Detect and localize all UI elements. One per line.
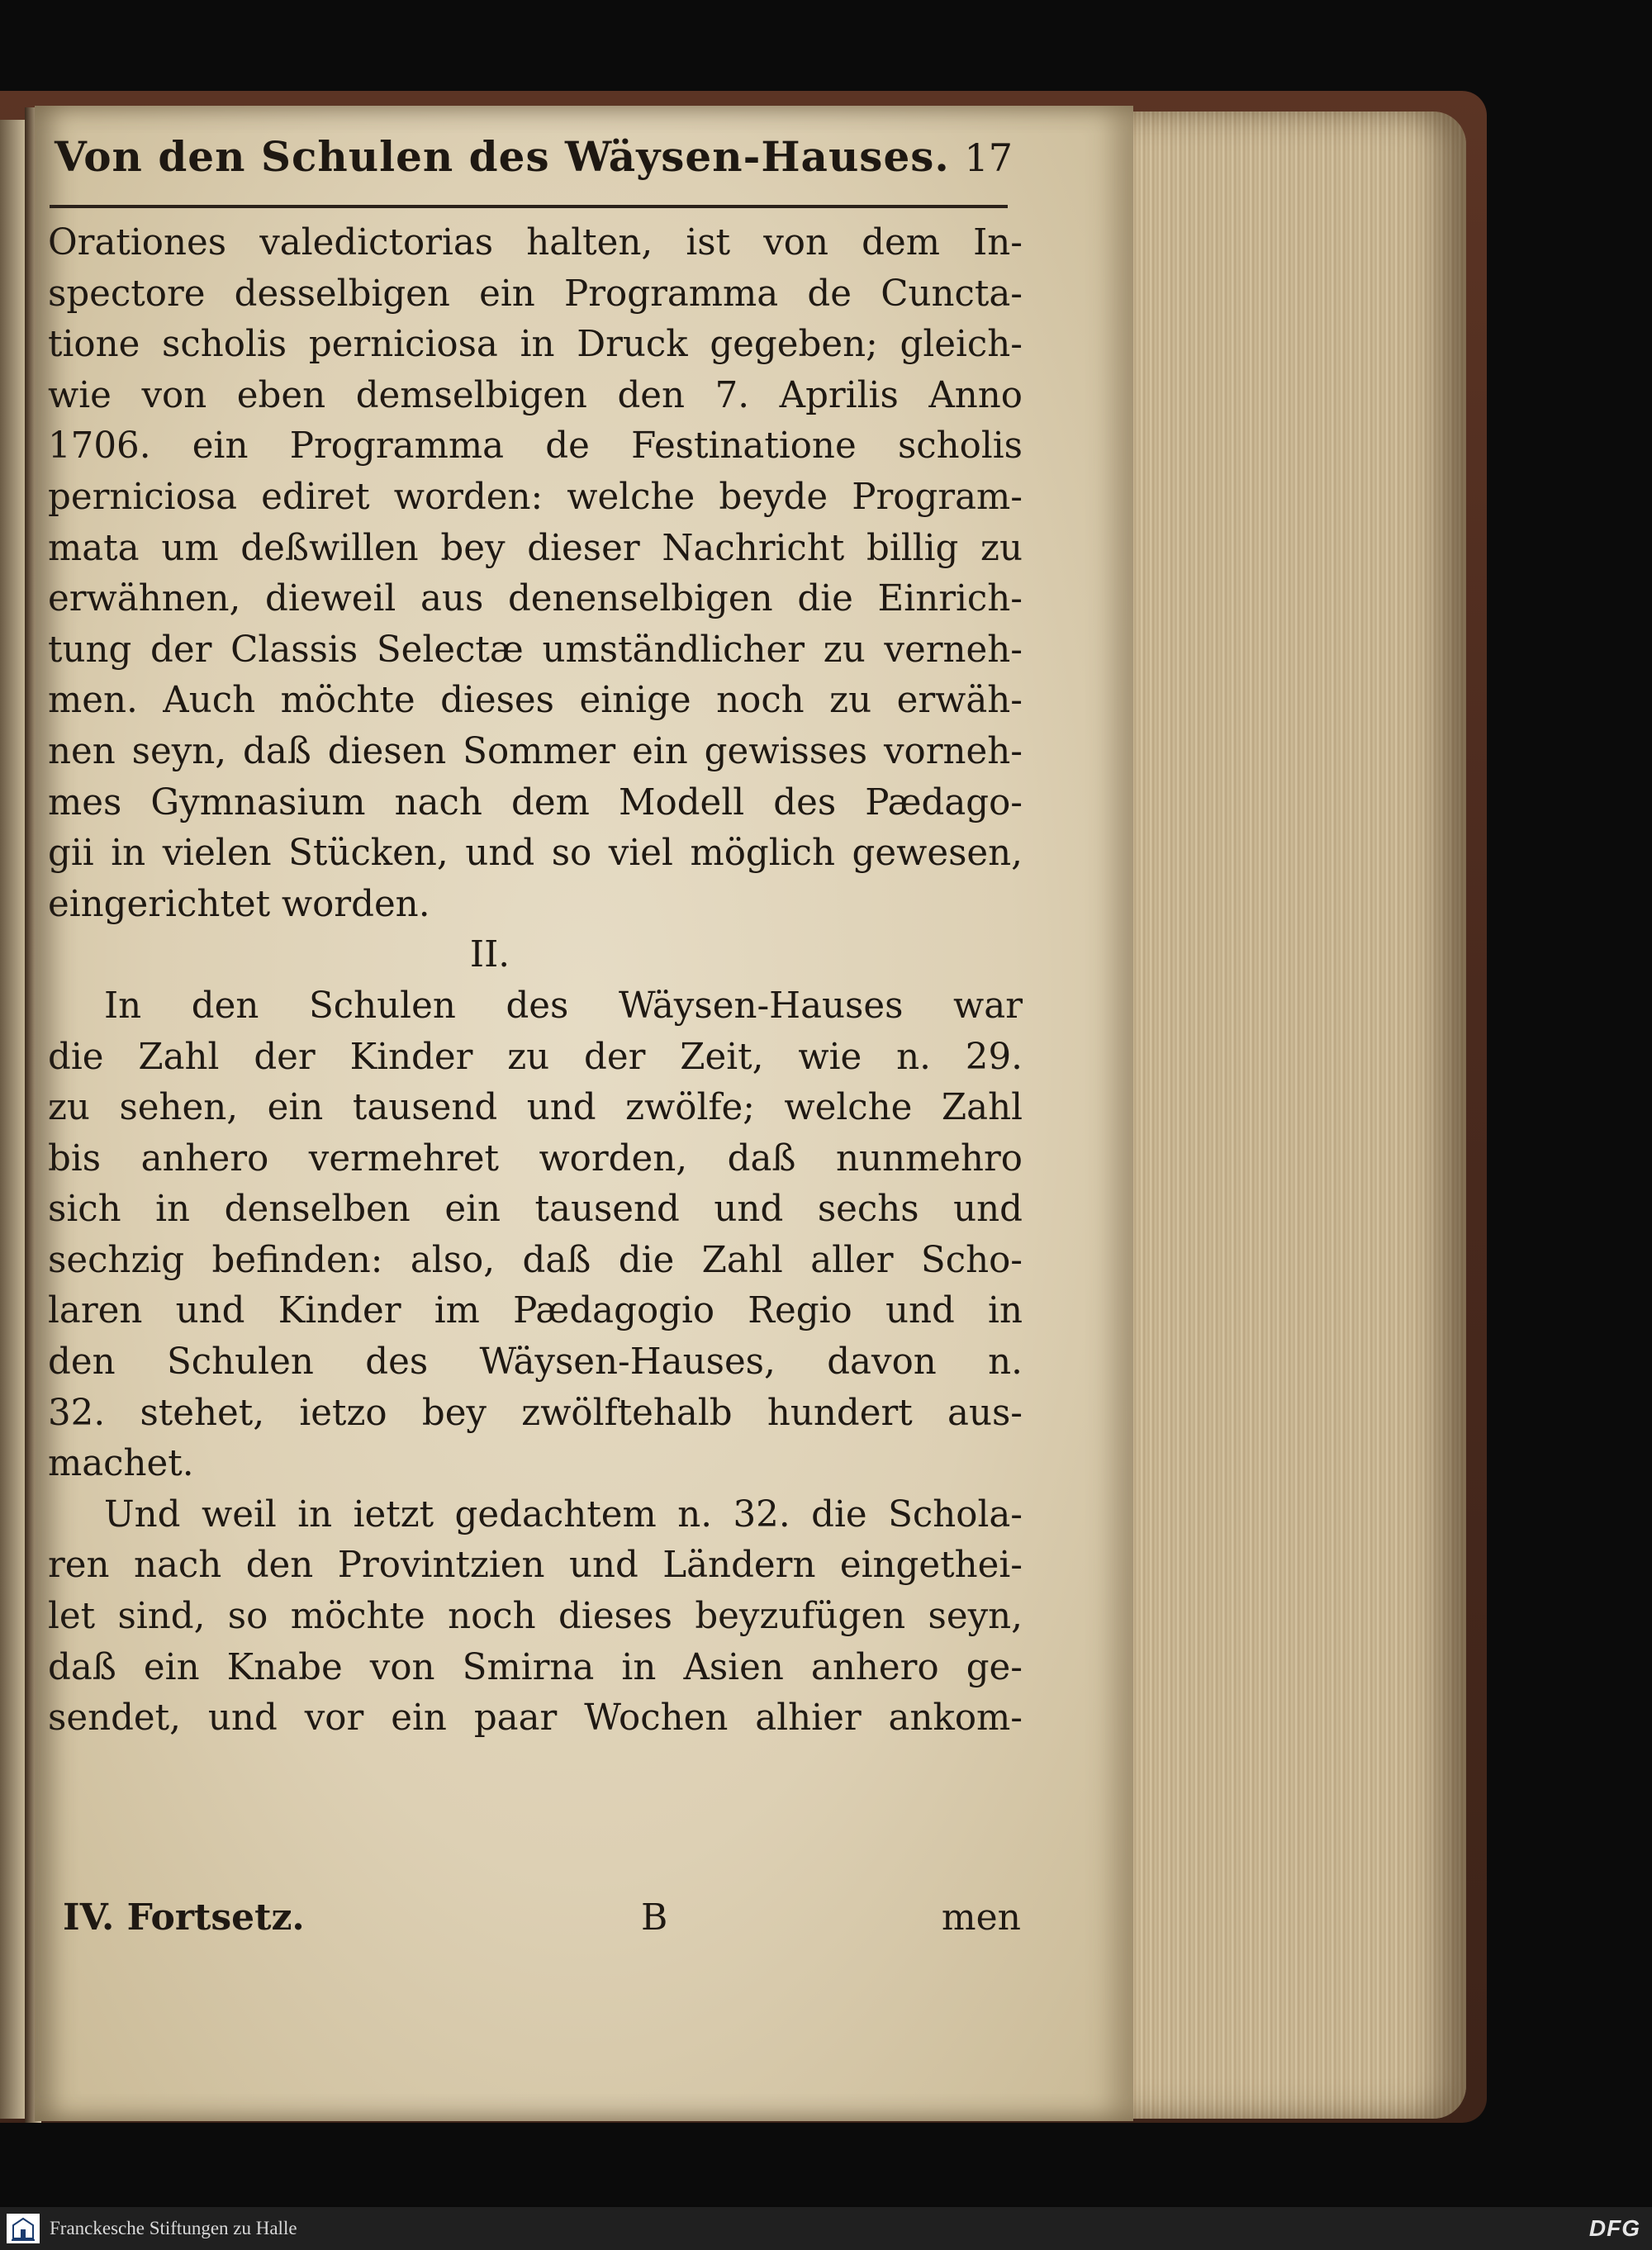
- text-line: Und weil in ietzt gedachtem n. 32. die Schola-: [104, 1493, 1023, 1536]
- text-line: eingerichtet worden.: [48, 883, 430, 925]
- institution-logo-icon: [7, 2214, 40, 2243]
- catchword: men: [941, 1896, 1021, 1939]
- page-number: 17: [964, 135, 1013, 180]
- text-line: 32. stehet, ietzo bey zwölftehalb hundert aus-: [48, 1392, 1023, 1434]
- text-line: 1706. ein Programma de Festinatione scholis: [48, 425, 1023, 468]
- page-footer: [63, 1896, 1021, 1954]
- text-line: daß ein Knabe von Smirna in Asien anhero ge-: [48, 1646, 1023, 1688]
- text-line: wie von eben demselbigen den 7. Aprilis Anno: [48, 374, 1023, 416]
- text-line: erwähnen, dieweil aus denenselbigen die Einrich-: [48, 578, 1023, 620]
- text-line: ren nach den Provintzien und Ländern eingethei-: [48, 1545, 1023, 1587]
- text-line: sechzig befinden: also, daß die Zahl aller Scho-: [48, 1239, 1023, 1281]
- page-fore-edge: [1119, 112, 1466, 2119]
- text-line: machet.: [48, 1443, 194, 1485]
- left-page-edge: [0, 120, 28, 2119]
- text-line: perniciosa ediret worden: welche beyde Program-: [48, 476, 1023, 518]
- text-line: men. Auch möchte dieses einige noch zu erwäh-: [48, 680, 1023, 722]
- text-line: mata um deßwillen bey dieser Nachricht billig zu: [48, 527, 1023, 569]
- text-line: laren und Kinder im Pædagogio Regio und in: [48, 1290, 1023, 1332]
- text-line: sendet, und vor ein paar Wochen alhier ankom-: [48, 1697, 1023, 1740]
- gathering-mark: B: [641, 1896, 668, 1939]
- text-line: tione scholis perniciosa in Druck gegeben; gleich-: [48, 324, 1023, 366]
- text-line: den Schulen des Wäysen-Hauses, davon n.: [48, 1341, 1023, 1384]
- text-line: gii in vielen Stücken, und so viel möglich gewesen,: [48, 833, 1023, 875]
- institution-name: Franckesche Stiftungen zu Halle: [50, 2218, 297, 2238]
- header-rule: [50, 205, 1008, 208]
- signature-mark: IV. Fortsetz.: [63, 1896, 305, 1939]
- text-line: nen seyn, daß diesen Sommer ein gewisses vorneh-: [48, 730, 1023, 772]
- text-line: bis anhero vermehret worden, daß nunmehro: [48, 1137, 1023, 1180]
- running-title: Von den Schulen des Wäysen-Hauses.: [55, 132, 950, 181]
- text-line: die Zahl der Kinder zu der Zeit, wie n. 29.: [48, 1036, 1023, 1078]
- text-line: spectore desselbigen ein Programma de Cuncta-: [48, 273, 1023, 315]
- running-head: [55, 132, 1013, 215]
- attribution-banner: [0, 2207, 1652, 2250]
- text-line: sich in denselben ein tausend und sechs und: [48, 1189, 1023, 1231]
- text-line: In den Schulen des Wäysen-Hauses war: [104, 985, 1023, 1027]
- text-line: zu sehen, ein tausend und zwölfe; welche Zahl: [48, 1087, 1023, 1129]
- text-line: mes Gymnasium nach dem Modell des Pædago-: [48, 781, 1023, 824]
- text-line: Orationes valedictorias halten, ist von dem In-: [48, 222, 1023, 263]
- section-number: II.: [469, 934, 510, 976]
- text-line: let sind, so möchte noch dieses beyzufügen seyn,: [48, 1596, 1023, 1638]
- text-line: tung der Classis Selectæ umständlicher zu verneh-: [48, 629, 1023, 671]
- dfg-logo: DFG: [1588, 2215, 1640, 2241]
- page-body: [48, 218, 1023, 1744]
